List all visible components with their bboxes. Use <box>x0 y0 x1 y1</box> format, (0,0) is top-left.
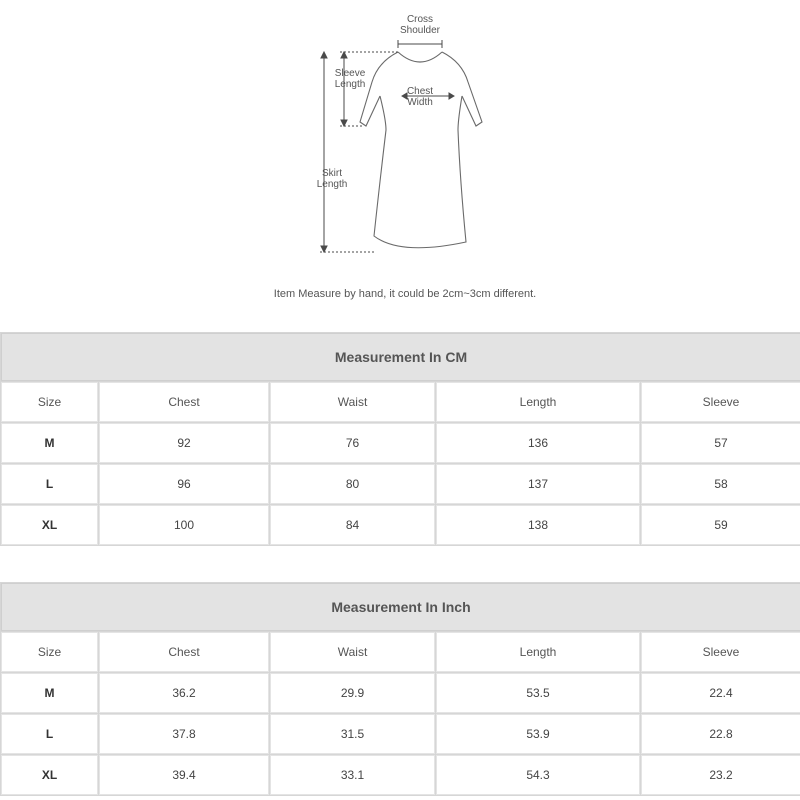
table-cell: 96 <box>99 464 269 504</box>
column-header: Chest <box>99 632 269 672</box>
neckline <box>398 52 442 62</box>
dress-measurement-diagram <box>300 10 500 270</box>
table-cell: 29.9 <box>270 673 435 713</box>
measurement-table-inch <box>0 582 800 796</box>
measurement-table-cm <box>0 332 800 546</box>
table-cell: 59 <box>641 505 800 545</box>
table-cell: 36.2 <box>99 673 269 713</box>
table-cell: 137 <box>436 464 640 504</box>
table-title: Measurement In Inch <box>1 583 800 631</box>
table-cell: 84 <box>270 505 435 545</box>
column-header: Sleeve <box>641 382 800 422</box>
table-cell: 53.5 <box>436 673 640 713</box>
column-header: Waist <box>270 382 435 422</box>
table-cell: 138 <box>436 505 640 545</box>
column-header: Sleeve <box>641 632 800 672</box>
table-cell: 22.4 <box>641 673 800 713</box>
table-row <box>1 423 800 463</box>
table-cell: 31.5 <box>270 714 435 754</box>
table-cell: 39.4 <box>99 755 269 795</box>
table-cell: 76 <box>270 423 435 463</box>
column-header: Size <box>1 382 98 422</box>
table-title: Measurement In CM <box>1 333 800 381</box>
size-cell: M <box>1 423 98 463</box>
size-cell: XL <box>1 755 98 795</box>
skirt-length-label: Skirt Length <box>316 168 348 190</box>
sleeve-length-label: Sleeve Length <box>334 68 366 90</box>
table-cell: 92 <box>99 423 269 463</box>
table-row <box>1 673 800 713</box>
table-cell: 33.1 <box>270 755 435 795</box>
table-cell: 53.9 <box>436 714 640 754</box>
size-cell: L <box>1 464 98 504</box>
table-header-row <box>1 632 800 672</box>
column-header: Chest <box>99 382 269 422</box>
column-header: Waist <box>270 632 435 672</box>
column-header: Length <box>436 382 640 422</box>
dress-body <box>374 96 466 248</box>
table-row <box>1 464 800 504</box>
measurement-note: Item Measure by hand, it could be 2cm~3cm different. <box>273 288 537 300</box>
table-cell: 37.8 <box>99 714 269 754</box>
table-cell: 80 <box>270 464 435 504</box>
column-header: Length <box>436 632 640 672</box>
table-cell: 54.3 <box>436 755 640 795</box>
size-cell: L <box>1 714 98 754</box>
right-sleeve <box>442 52 482 126</box>
table-row <box>1 755 800 795</box>
table-cell: 57 <box>641 423 800 463</box>
dress-outline-drawing <box>300 10 500 270</box>
table-cell: 136 <box>436 423 640 463</box>
chest-width-label: Chest Width <box>406 86 434 108</box>
size-cell: XL <box>1 505 98 545</box>
table-row <box>1 505 800 545</box>
cross-shoulder-label: Cross Shoulder <box>399 14 441 36</box>
table-cell: 100 <box>99 505 269 545</box>
table-cell: 22.8 <box>641 714 800 754</box>
table-cell: 58 <box>641 464 800 504</box>
column-header: Size <box>1 632 98 672</box>
table-cell: 23.2 <box>641 755 800 795</box>
table-header-row <box>1 382 800 422</box>
size-cell: M <box>1 673 98 713</box>
table-row <box>1 714 800 754</box>
